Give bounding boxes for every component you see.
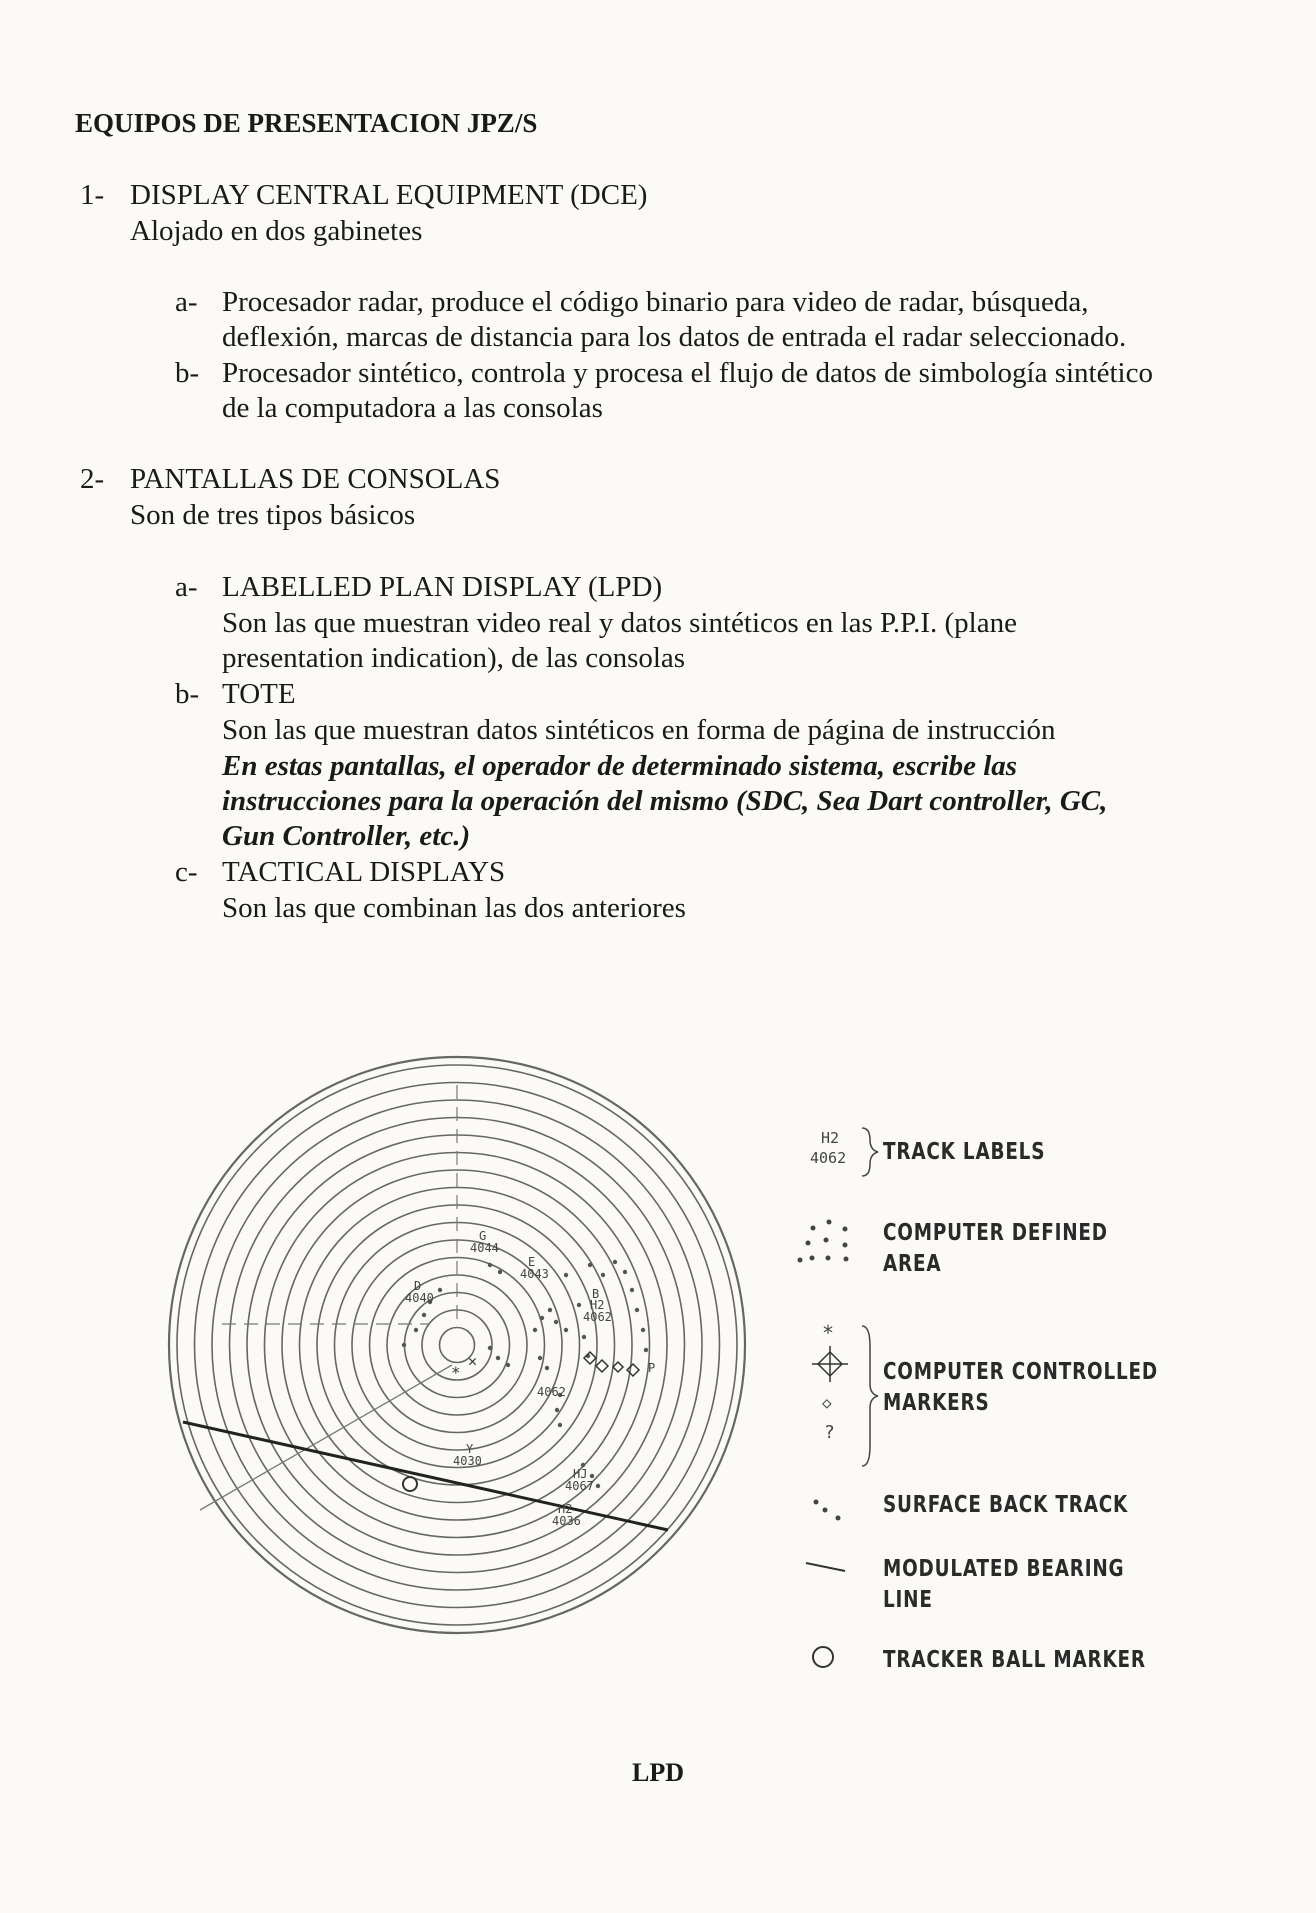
legend-tracker-ball-marker: TRACKER BALL MARKER (883, 1647, 1146, 1673)
dot (538, 1356, 542, 1360)
dot (506, 1363, 510, 1367)
section-1-title: DISPLAY CENTRAL EQUIPMENT (DCE) (130, 179, 648, 211)
dot (824, 1238, 829, 1243)
dot (630, 1288, 634, 1292)
dot (836, 1516, 841, 1521)
track-4062b-code: 4062 (537, 1385, 566, 1399)
legend-modulated-bearing-line-1: MODULATED BEARING (883, 1556, 1125, 1582)
dot (540, 1316, 544, 1320)
section-1-item-a-line-2: deflexión, marcas de distancia para los datos de entrada el radar seleccionado. (222, 321, 1127, 353)
centre-asterisk: * (451, 1363, 461, 1382)
legend-computer-controlled-markers-1: COMPUTER CONTROLLED (883, 1359, 1158, 1385)
dot (596, 1484, 600, 1488)
dot (844, 1257, 849, 1262)
legend-computer-defined-area-1: COMPUTER DEFINED (883, 1220, 1108, 1246)
figure-caption: LPD (632, 1758, 684, 1787)
section-1-item-b-marker: b- (175, 357, 200, 389)
section-2-item-c-marker: c- (175, 856, 198, 888)
section-1-subtitle: Alojado en dos gabinetes (130, 215, 423, 247)
track-4036-id: H2 (558, 1502, 573, 1516)
dot (496, 1356, 500, 1360)
dot (843, 1243, 848, 1248)
dot (488, 1263, 492, 1267)
section-1-item-b-line-2: de la computadora a las consolas (222, 392, 603, 424)
legend-symbols (798, 1128, 879, 1667)
legend-tracker-ball-icon (813, 1647, 833, 1667)
legend-area-dots (798, 1220, 849, 1263)
section-2-item-a-line-2: presentation indication), de las consolas (222, 642, 686, 674)
dot (806, 1241, 811, 1246)
section-2-item-c-title: TACTICAL DISPLAYS (222, 856, 506, 888)
legend-markers-brace (862, 1326, 878, 1466)
section-2-item-a-title: LABELLED PLAN DISPLAY (LPD) (222, 571, 663, 603)
radial-line (200, 1365, 452, 1510)
dot (422, 1313, 426, 1317)
dot (488, 1346, 492, 1350)
legend-question: ? (824, 1422, 835, 1443)
dot (623, 1270, 627, 1274)
section-1-item-a-line-1: Procesador radar, produce el código binario para video de radar, búsqueda, (222, 286, 1089, 318)
dot (814, 1500, 819, 1505)
legend-computer-defined-area-2: AREA (883, 1251, 942, 1277)
dot (811, 1226, 816, 1231)
track-4030-letter: Y (466, 1442, 474, 1456)
range-ring (177, 1065, 737, 1625)
dot (601, 1273, 605, 1277)
legend-modulated-bearing-line-2: LINE (883, 1587, 933, 1613)
section-2-title: PANTALLAS DE CONSOLAS (130, 463, 501, 495)
dot (555, 1408, 559, 1412)
dot (577, 1303, 581, 1307)
legend-surface-back-track: SURFACE BACK TRACK (883, 1492, 1129, 1518)
track-4067-id: HJ (573, 1467, 588, 1481)
track-4044-code: 4044 (470, 1241, 499, 1255)
diamond-marker (596, 1360, 608, 1372)
dot (644, 1348, 648, 1352)
track-4040-letter: D (414, 1279, 422, 1293)
legend-diamond-cross-icon (812, 1346, 848, 1382)
section-2-item-a-marker: a- (175, 571, 198, 603)
section-2-item-b-emphasis-3: Gun Controller, etc.) (222, 820, 471, 852)
dot (533, 1328, 537, 1332)
dot (810, 1256, 815, 1261)
track-4062-code: 4062 (583, 1310, 612, 1324)
section-2-item-a-line-1: Son las que muestran video real y datos sintéticos en las P.P.I. (plane (222, 607, 1017, 639)
dot (641, 1328, 645, 1332)
track-4036-code: 4036 (552, 1514, 581, 1528)
legend-track-sym-bottom: 4062 (810, 1149, 847, 1167)
track-4044-letter: G (479, 1229, 487, 1243)
legend-asterisk: * (822, 1321, 835, 1345)
dot (613, 1260, 617, 1264)
legend-track-sym-top: H2 (821, 1129, 840, 1147)
diamond-marker (584, 1352, 596, 1364)
dot (554, 1320, 558, 1324)
legend-diamond: ◇ (822, 1393, 832, 1412)
legend-computer-controlled-markers-2: MARKERS (883, 1390, 990, 1416)
dot (823, 1508, 828, 1513)
legend-track-labels: TRACK LABELS (883, 1139, 1046, 1165)
track-4062-letter: B (592, 1287, 600, 1301)
section-2-number: 2- (80, 463, 105, 495)
dot (402, 1343, 406, 1347)
dot (564, 1328, 568, 1332)
dot (798, 1258, 803, 1263)
dot (414, 1328, 418, 1332)
dot (558, 1423, 562, 1427)
page-heading: EQUIPOS DE PRESENTACION JPZ/S (75, 108, 538, 138)
section-1-item-b-line-1: Procesador sintético, controla y procesa el flujo de datos de simbología sintético (222, 357, 1153, 389)
section-2-item-b-emphasis-2: instrucciones para la operación del mismo (SDC, Sea Dart controller, GC, (222, 785, 1108, 817)
track-4062-id: H2 (590, 1298, 605, 1312)
dot (498, 1270, 502, 1274)
track-4043-letter: E (528, 1255, 536, 1269)
dot (827, 1220, 832, 1225)
dot (548, 1308, 552, 1312)
dot (438, 1288, 442, 1292)
diamond-marker (613, 1362, 623, 1372)
range-ring (335, 1223, 580, 1468)
dot (635, 1308, 639, 1312)
section-2-item-b-title: TOTE (222, 678, 296, 710)
track-4040-code: 4040 (405, 1291, 434, 1305)
track-4043-code: 4043 (520, 1267, 549, 1281)
dot (582, 1335, 586, 1339)
centre-marker: ✕ (468, 1352, 478, 1370)
range-rings (169, 1057, 745, 1633)
outer-ring (169, 1057, 745, 1633)
legend-bearing-line-icon (806, 1563, 845, 1571)
section-2-item-b-line: Son las que muestran datos sintéticos en forma de página de instrucción (222, 714, 1056, 746)
track-4030-code: 4030 (453, 1454, 482, 1468)
dot (588, 1263, 592, 1267)
section-2-item-b-emphasis-1: En estas pantallas, el operador de determinado sistema, escribe las (222, 750, 1018, 782)
section-2-subtitle: Son de tres tipos básicos (130, 499, 416, 531)
section-1-number: 1- (80, 179, 105, 211)
tracker-ball-marker (403, 1477, 417, 1491)
track-4067-code: 4067 (565, 1479, 594, 1493)
dot (843, 1227, 848, 1232)
dot (590, 1474, 594, 1478)
track-p-label: P (648, 1361, 656, 1375)
section-1-item-a-marker: a- (175, 286, 198, 318)
dot (545, 1366, 549, 1370)
section-2-item-b-marker: b- (175, 678, 200, 710)
section-2-item-c-line: Son las que combinan las dos anteriores (222, 892, 686, 924)
dot (826, 1256, 831, 1261)
dot (564, 1273, 568, 1277)
legend-track-brace (862, 1128, 878, 1176)
